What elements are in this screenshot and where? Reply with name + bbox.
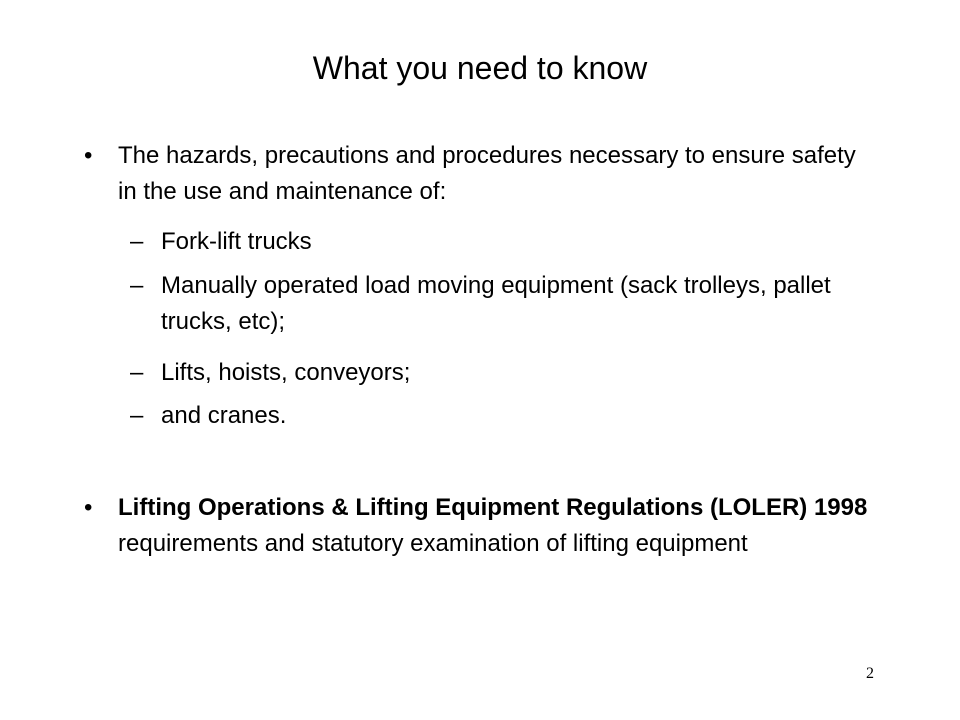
bullet-bold-text: Lifting Operations & Lifting Equipment Regulations (LOLER) 1998 bbox=[118, 494, 868, 521]
page-number: 2 bbox=[866, 665, 874, 682]
bullet-text bbox=[118, 490, 874, 562]
sub-bullet-marker: – bbox=[130, 272, 144, 299]
sub-bullet-text: Lifts, hoists, conveyors; bbox=[161, 359, 411, 386]
bullet-item bbox=[84, 490, 874, 562]
sub-bullet-item bbox=[130, 398, 870, 434]
sub-bullet-item bbox=[130, 355, 870, 391]
bullet-marker: • bbox=[84, 142, 93, 169]
sub-bullet-item bbox=[130, 268, 870, 340]
sub-bullet-item bbox=[130, 224, 870, 260]
bullet-marker: • bbox=[84, 494, 93, 521]
sub-bullet-marker: – bbox=[130, 402, 144, 429]
sub-bullet-text: and cranes. bbox=[161, 402, 287, 429]
sub-bullet-text: Manually operated load moving equipment (sack trolleys, pallet trucks, etc); bbox=[161, 272, 831, 335]
sub-bullet-text: Fork-lift trucks bbox=[161, 228, 312, 255]
bullet-text: The hazards, precautions and procedures necessary to ensure safety in the use and maintenance of: bbox=[118, 142, 856, 205]
bullet-item bbox=[84, 138, 874, 210]
slide-title: What you need to know bbox=[312, 50, 648, 86]
sub-bullet-marker: – bbox=[130, 359, 144, 386]
bullet-regular-text: requirements and statutory examination of lifting equipment bbox=[118, 530, 748, 557]
sub-bullet-marker: – bbox=[130, 228, 144, 255]
